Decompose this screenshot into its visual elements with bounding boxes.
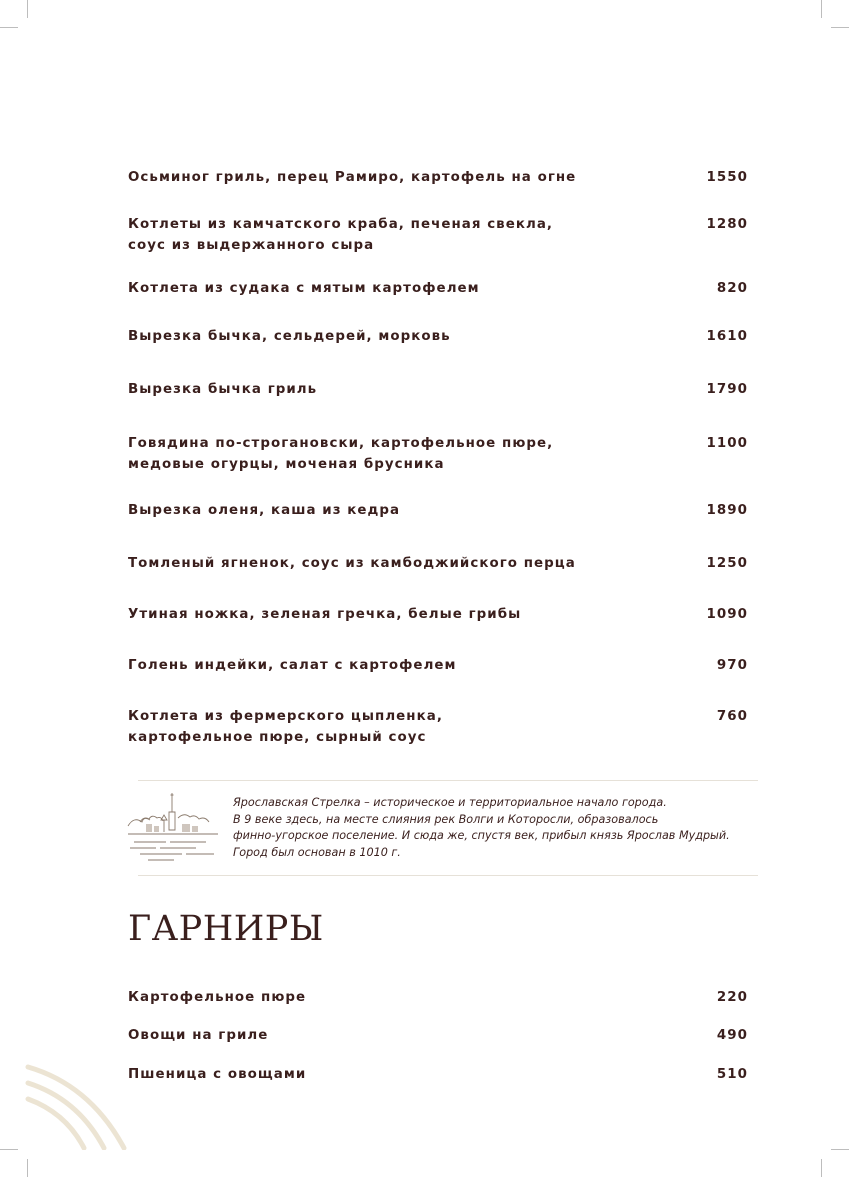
dish-price: 1090 [706,607,748,622]
menu-item [128,655,748,676]
section-title-garnish: ГАРНИРЫ [128,909,324,949]
crop-mark [831,27,849,28]
crop-mark [821,1159,822,1177]
dish-name: Котлета из судака с мятым картофелем [128,281,480,296]
menu-item [128,167,748,188]
dish-name: Картофельное пюре [128,990,307,1005]
dish-price: 820 [716,281,748,296]
dish-price: 760 [716,709,748,724]
dish-price: 1250 [706,556,748,571]
dish-name: Осьминог гриль, перец Рамиро, картофель на огне [128,170,577,185]
menu-item [128,379,748,400]
menu-item [128,278,748,299]
dish-name: Томленый ягненок, соус из камбоджийского перца [128,556,576,571]
dish-price: 510 [716,1067,748,1082]
crop-mark [27,1159,28,1177]
crop-mark [831,1149,849,1150]
menu-item [128,1025,748,1046]
dish-name: Овощи на гриле [128,1028,269,1043]
yaroslavl-strelka-illustration [126,790,222,864]
crop-mark [0,1149,18,1150]
menu-item [128,214,748,256]
dish-price: 1550 [706,170,748,185]
dish-name: Говядина по-строгановски, картофельное пюре, медовые огурцы, моченая брусника [128,436,554,472]
dish-name: Пшеница с овощами [128,1067,307,1082]
menu-item [128,987,748,1008]
dish-price: 1890 [706,503,748,518]
history-note: Ярославская Стрелка – историческое и территориальное начало города. В 9 веке здесь, на месте слияния рек Волги и Которосли, образовалось финно-угорское поселение. И сюда же, спустя век, прибыл князь Ярослав Мудрый. Город был основан в 1010 г. [233,796,730,859]
crop-mark [0,27,18,28]
dish-name: Утиная ножка, зеленая гречка, белые грибы [128,607,522,622]
dish-price: 970 [716,658,748,673]
dish-name: Вырезка бычка гриль [128,382,318,397]
divider [138,780,758,781]
menu-item [128,1064,748,1085]
dish-name: Котлета из фермерского цыпленка, картофельное пюре, сырный соус [128,709,443,745]
divider [138,875,758,876]
decorative-arcs [20,1055,130,1150]
menu-item [128,500,748,521]
crop-mark [821,0,822,18]
dish-price: 1280 [706,217,748,232]
dish-name: Вырезка оленя, каша из кедра [128,503,401,518]
crop-mark [27,0,28,18]
dish-name: Голень индейки, салат с картофелем [128,658,457,673]
dish-price: 1610 [706,329,748,344]
dish-price: 1790 [706,382,748,397]
dish-price: 1100 [706,436,748,451]
menu-item [128,604,748,625]
dish-price: 490 [716,1028,748,1043]
menu-item [128,553,748,574]
dish-name: Котлеты из камчатского краба, печеная свекла, соус из выдержанного сыра [128,217,554,253]
dish-name: Вырезка бычка, сельдерей, морковь [128,329,451,344]
menu-item [128,706,748,748]
dish-price: 220 [716,990,748,1005]
menu-item [128,433,748,475]
menu-item [128,326,748,347]
